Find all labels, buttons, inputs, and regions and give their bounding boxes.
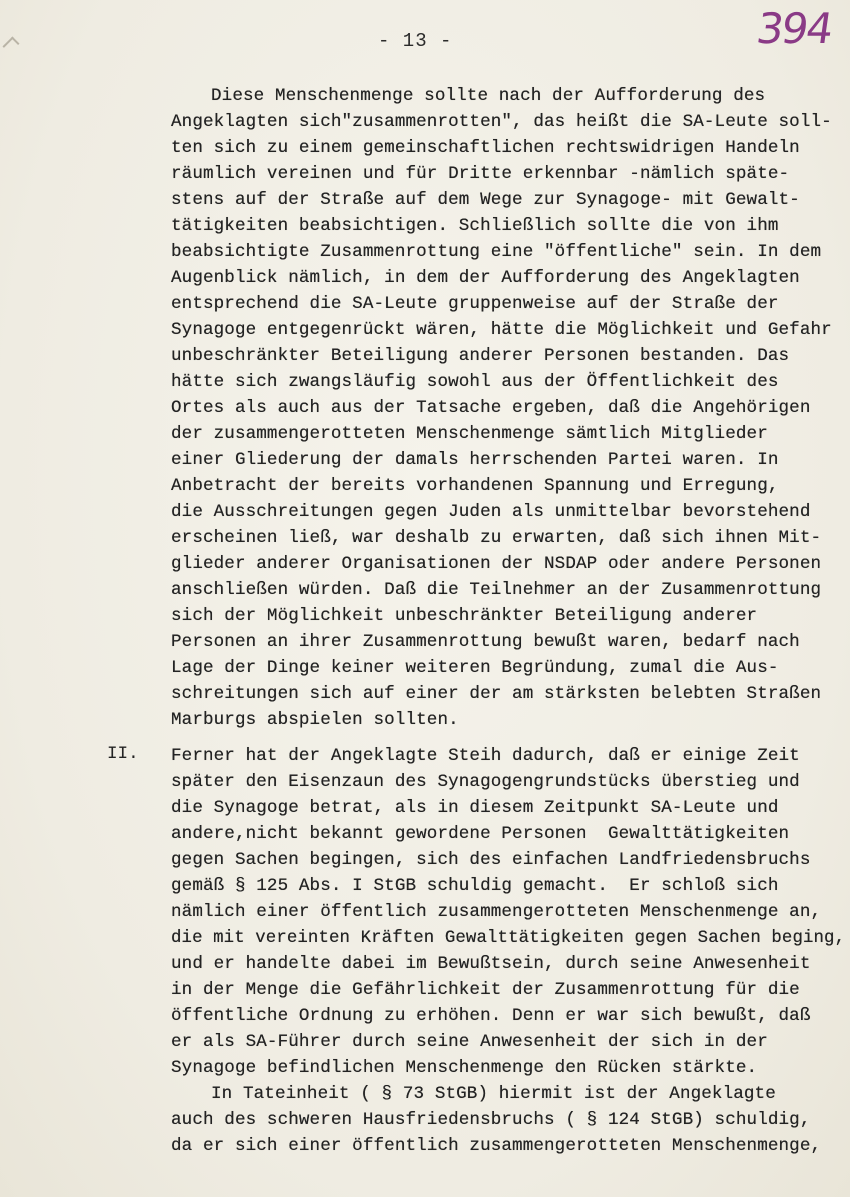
text-line: Personen an ihrer Zusammenrottung bewußt waren, bedarf nach <box>171 632 800 652</box>
text-line: die Ausschreitungen gegen Juden als unmittelbar bevorstehend <box>171 502 811 522</box>
text-line: Ferner hat der Angeklagte Steih dadurch, daß er einige Zeit <box>171 746 800 766</box>
text-line: Lage der Dinge keiner weiteren Begründung, zumal die Aus- <box>171 658 779 678</box>
text-line: in der Menge die Gefährlichkeit der Zusammenrottung für die <box>171 980 800 1000</box>
section-label: II. <box>107 744 139 764</box>
text-line: gegen Sachen begingen, sich des einfachen Landfriedensbruchs <box>171 850 811 870</box>
text-line: Augenblick nämlich, in dem der Aufforderung des Angeklagten <box>171 268 800 288</box>
margin-mark <box>3 37 20 54</box>
page-number: - 13 - <box>378 30 453 52</box>
text-line: anschließen würden. Daß die Teilnehmer an der Zusammenrottung <box>171 580 822 600</box>
text-line: erscheinen ließ, war deshalb zu erwarten, daß sich ihnen Mit- <box>171 528 822 548</box>
text-line: und er handelte dabei im Bewußtsein, durch seine Anwesenheit <box>171 954 811 974</box>
text-line: die Synagoge betrat, als in diesem Zeitpunkt SA-Leute und <box>171 798 779 818</box>
text-line: glieder anderer Organisationen der NSDAP oder andere Personen <box>171 554 822 574</box>
text-line: ten sich zu einem gemeinschaftlichen rechtswidrigen Handeln <box>171 138 800 158</box>
text-line: der zusammengerotteten Menschenmenge sämtlich Mitglieder <box>171 424 768 444</box>
text-line: er als SA-Führer durch seine Anwesenheit der sich in der <box>171 1032 768 1052</box>
text-line: da er sich einer öffentlich zusammengerotteten Menschenmenge, <box>171 1136 822 1156</box>
text-line: öffentliche Ordnung zu erhöhen. Denn er war sich bewußt, daß <box>171 1006 811 1026</box>
text-line: nämlich einer öffentlich zusammengerotteten Menschenmenge an, <box>171 902 822 922</box>
text-line: sich der Möglichkeit unbeschränkter Beteiligung anderer <box>171 606 758 626</box>
text-line: beabsichtigte Zusammenrottung eine "öffentliche" sein. In dem <box>171 242 822 262</box>
text-line: räumlich vereinen und für Dritte erkennbar -nämlich späte- <box>171 164 790 184</box>
text-line: andere,nicht bekannt gewordene Personen Gewalttätigkeiten <box>171 824 790 844</box>
text-line: Synagoge befindlichen Menschenmenge den Rücken stärkte. <box>171 1058 758 1078</box>
text-line: Ortes als auch aus der Tatsache ergeben, daß die Angehörigen <box>171 398 811 418</box>
text-line: entsprechend die SA-Leute gruppenweise auf der Straße der <box>171 294 779 314</box>
text-line: schreitungen sich auf einer der am stärksten belebten Straßen <box>171 684 822 704</box>
text-line: gemäß § 125 Abs. I StGB schuldig gemacht. Er schloß sich <box>171 876 779 896</box>
text-line: Diese Menschenmenge sollte nach der Aufforderung des <box>211 86 766 106</box>
text-line: tätigkeiten beabsichtigen. Schließlich sollte die von ihm <box>171 216 779 236</box>
text-line: stens auf der Straße auf dem Wege zur Synagoge- mit Gewalt- <box>171 190 800 210</box>
text-line: auch des schweren Hausfriedensbruchs ( § 124 StGB) schuldig, <box>171 1110 811 1130</box>
text-line: Marburgs abspielen sollten. <box>171 710 459 730</box>
text-line: hätte sich zwangsläufig sowohl aus der Öffentlichkeit des <box>171 372 779 392</box>
text-line: unbeschränkter Beteiligung anderer Personen bestanden. Das <box>171 346 790 366</box>
text-line: einer Gliederung der damals herrschenden Partei waren. In <box>171 450 779 470</box>
text-line: die mit vereinten Kräften Gewalttätigkeiten gegen Sachen beging, <box>171 928 846 948</box>
text-line: Anbetracht der bereits vorhandenen Spannung und Erregung, <box>171 476 779 496</box>
text-line: In Tateinheit ( § 73 StGB) hiermit ist der Angeklagte <box>211 1084 776 1104</box>
text-line: Synagoge entgegenrückt wären, hätte die Möglichkeit und Gefahr <box>171 320 832 340</box>
handwritten-archive-number: 394 <box>753 4 835 53</box>
text-line: Angeklagten sich"zusammenrotten", das heißt die SA-Leute soll- <box>171 112 832 132</box>
text-line: später den Eisenzaun des Synagogengrundstücks überstieg und <box>171 772 800 792</box>
